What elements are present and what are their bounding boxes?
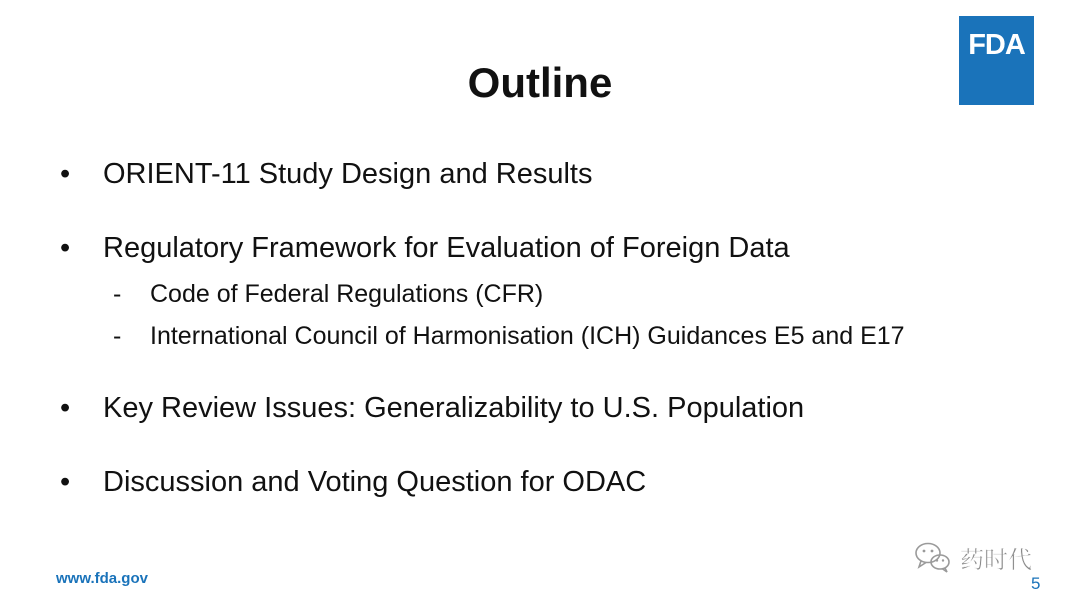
bullet-marker: • [60, 232, 71, 264]
bullet-text: ORIENT-11 Study Design and Results [103, 158, 593, 190]
bullet-item [60, 464, 646, 500]
sub-bullet-text: International Council of Harmonisation (ICH) Guidances E5 and E17 [150, 322, 905, 350]
bullet-marker: • [60, 158, 71, 190]
fda-logo [959, 16, 1034, 105]
bullet-item [60, 390, 804, 426]
page-number: 5 [1031, 574, 1041, 593]
sub-bullet-marker: - [113, 280, 122, 308]
sub-bullet-item [113, 320, 905, 352]
watermark-logo [912, 539, 1052, 577]
sub-bullet-item [113, 278, 543, 310]
bullet-item [60, 156, 592, 192]
fda-logo-text: FDA [968, 29, 1025, 61]
bullet-marker: • [60, 466, 71, 498]
wechat-bubble-icon [916, 544, 949, 573]
sub-bullet-text: Code of Federal Regulations (CFR) [150, 280, 544, 308]
bullet-item [60, 230, 790, 266]
footer-url: www.fda.gov [56, 570, 148, 587]
watermark-text: 药时代 [960, 546, 1032, 574]
bullet-text: Key Review Issues: Generalizability to U.S. Population [103, 392, 805, 424]
bullet-text: Discussion and Voting Question for ODAC [103, 466, 647, 498]
bullet-text: Regulatory Framework for Evaluation of Foreign Data [103, 232, 790, 264]
sub-bullet-marker: - [113, 322, 122, 350]
slide-title: Outline [467, 59, 613, 106]
bullet-marker: • [60, 392, 71, 424]
